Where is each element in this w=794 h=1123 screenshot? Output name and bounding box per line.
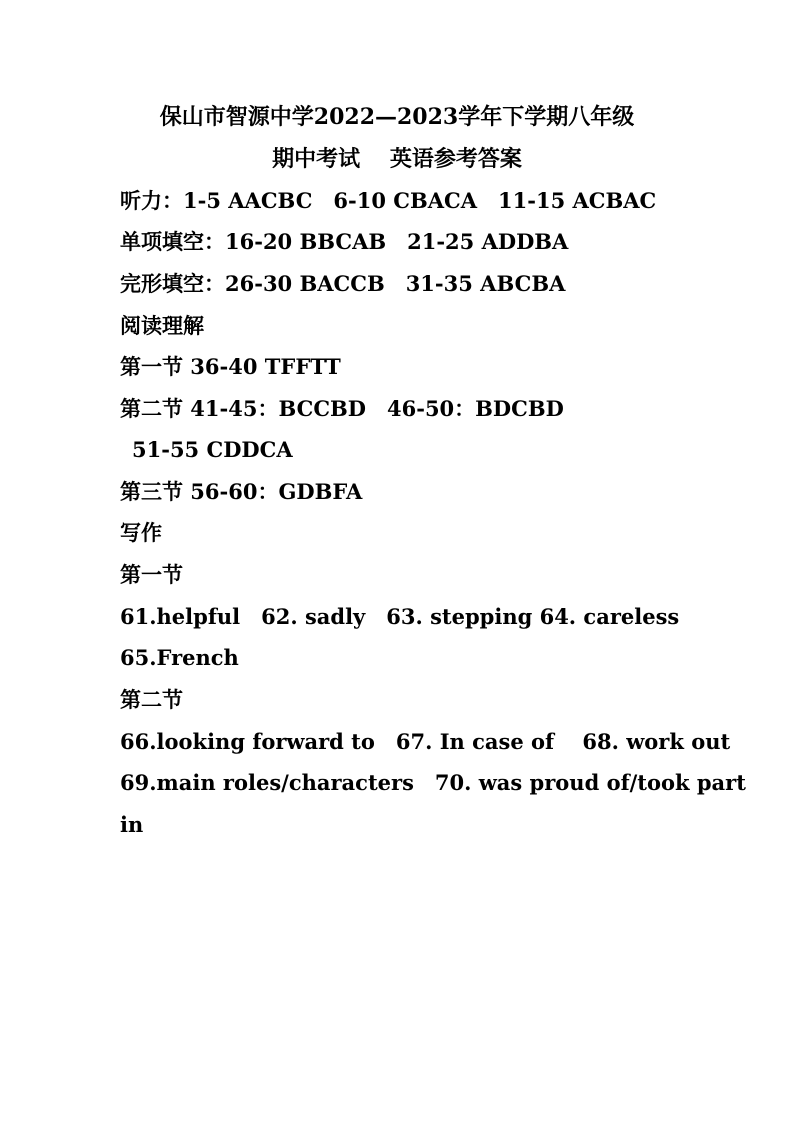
reading-section2-answers-continued: 51-55 CDDCA bbox=[132, 437, 293, 462]
reading-section1-answers: 第一节 36-40 TFFTT bbox=[120, 354, 341, 379]
writing-section2-answers-continued: 69.main roles/characters 70. was proud of/took part bbox=[120, 770, 746, 795]
reading-section2-answers: 第二节 41-45：BCCBD 46-50：BDCBD bbox=[120, 396, 564, 421]
writing-section2-answers-continued-2: in bbox=[120, 812, 144, 837]
writing-heading: 写作 bbox=[120, 520, 162, 545]
reading-heading: 阅读理解 bbox=[120, 313, 204, 338]
listening-answers: 听力：1-5 AACBC 6-10 CBACA 11-15 ACBAC bbox=[120, 188, 657, 213]
writing-section1-heading: 第一节 bbox=[120, 562, 183, 587]
cloze-answers: 完形填空：26-30 BACCB 31-35 ABCBA bbox=[120, 271, 566, 296]
writing-section1-answers-continued: 65.French bbox=[120, 645, 239, 670]
single-choice-answers: 单项填空：16-20 BBCAB 21-25 ADDBA bbox=[120, 229, 569, 254]
document-title-line2: 期中考试 英语参考答案 bbox=[272, 146, 522, 172]
document-title-line1: 保山市智源中学2022—2023学年下学期八年级 bbox=[159, 104, 635, 130]
writing-section2-heading: 第二节 bbox=[120, 687, 183, 712]
reading-section3-answers: 第三节 56-60：GDBFA bbox=[120, 479, 363, 504]
writing-section1-answers: 61.helpful 62. sadly 63. stepping 64. careless bbox=[120, 604, 680, 629]
writing-section2-answers: 66.looking forward to 67. In case of 68. work out bbox=[120, 729, 731, 754]
